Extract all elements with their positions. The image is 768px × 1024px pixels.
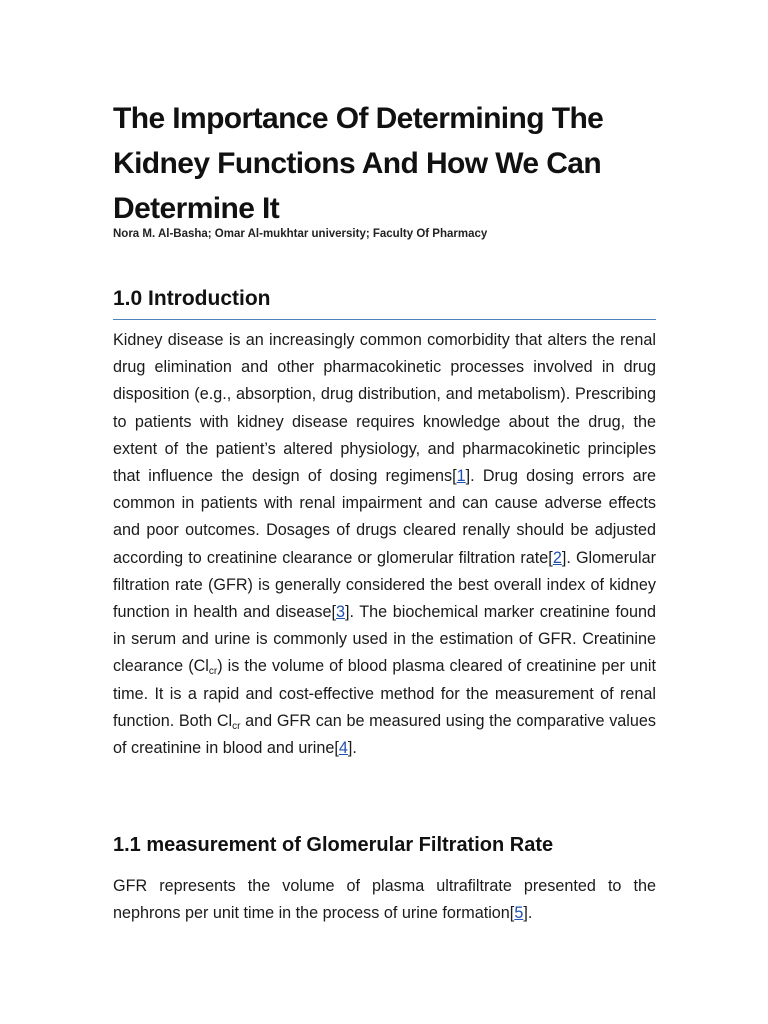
text-run: and GFR can be measured using the comparative values of creatinine in blood and urine[	[113, 711, 656, 758]
text-run: ].	[523, 904, 533, 923]
section-heading-introduction: 1.0 Introduction	[113, 284, 656, 320]
paper-authors: Nora M. Al-Basha; Omar Al-mukhtar university; Faculty Of Pharmacy	[113, 228, 488, 240]
citation-link-3[interactable]: 3	[335, 603, 345, 622]
paper-title: The Importance Of Determining The Kidney Functions And How We Can Determine It	[113, 102, 604, 225]
section-heading-gfr-measurement: 1.1 measurement of Glomerular Filtration Rate	[113, 834, 554, 856]
text-run: Kidney disease is an increasingly common comorbidity that alters the renal drug elimination and other pharmacokinetic processes involved in drug disposition (e.g., absorption, drug distribution, and metabolism). Prescribing to patients with kidney disease requires knowledge about the drug, the extent of the patient’s altered physiology, and pharmacokinetic principles that influence the design of dosing regimens[	[113, 331, 656, 486]
text-run: ]. Drug dosing errors are common in patients with renal impairment and can cause adverse effects and poor outcomes. Dosages of drugs cleared renally should be adjusted according to creatinine clearance or glomerular filtration rate[	[113, 467, 656, 567]
text-run: ].	[347, 739, 357, 758]
introduction-paragraph	[113, 327, 656, 762]
citation-link-1[interactable]: 1	[456, 467, 466, 486]
text-run: ]. Glomerular filtration rate (GFR) is generally considered the best overall index of kidney function in health and disease[	[113, 548, 656, 622]
subscript: cr	[208, 666, 218, 678]
text-run: ]. The biochemical marker creatinine found in serum and urine is commonly used in the estimation of GFR. Creatinine clearance (Cl	[113, 603, 656, 676]
subscript: cr	[232, 720, 241, 732]
citation-link-2[interactable]: 2	[552, 548, 562, 567]
citation-link-5[interactable]: 5	[514, 904, 524, 923]
gfr-paragraph	[113, 873, 656, 927]
text-run: GFR represents the volume of plasma ultrafiltrate presented to the nephrons per unit time in the process of urine formation[	[113, 877, 656, 923]
text-run: ) is the volume of blood plasma cleared of creatinine per unit time. It is a rapid and cost-effective method for the measurement of renal function. Both Cl	[113, 657, 656, 730]
citation-link-4[interactable]: 4	[338, 739, 348, 758]
